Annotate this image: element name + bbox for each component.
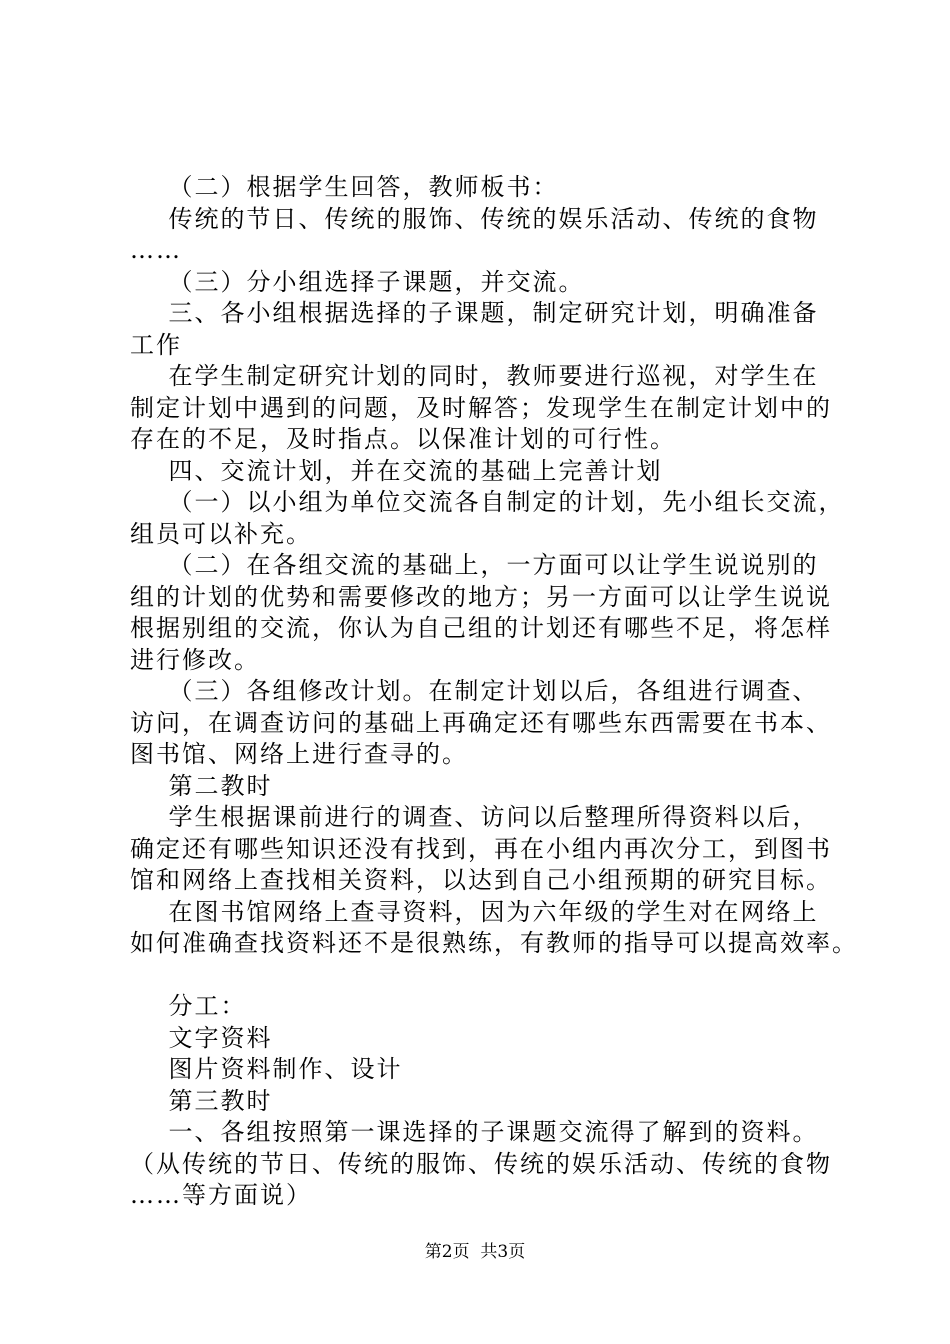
text-line: 图片资料制作、设计 [130, 1055, 403, 1083]
text-line: （二）根据学生回答，教师板书： [130, 173, 559, 201]
page-number-footer: 第2页 共3页 [424, 1242, 526, 1262]
text-line: 一、各组按照第一课选择的子课题交流得了解到的资料。 [130, 1118, 819, 1146]
text-line: 组员可以补充。 [130, 519, 312, 548]
text-line: 三、各小组根据选择的子课题，制定研究计划，明确准备 [130, 299, 819, 327]
text-line: 组的计划的优势和需要修改的地方；另一方面可以让学生说说 [130, 582, 832, 611]
text-line: 存在的不足，及时指点。以保准计划的可行性。 [130, 425, 676, 453]
text-line: 文字资料 [130, 1023, 273, 1052]
text-line: （一）以小组为单位交流各自制定的计划，先小组长交流， [130, 488, 845, 516]
text-line: 确定还有哪些知识还没有找到，再在小组内再次分工，到图书 [130, 834, 832, 863]
text-line: 制定计划中遇到的问题，及时解答；发现学生在制定计划中的 [130, 393, 832, 422]
blank-line [130, 960, 835, 992]
text-line: 在图书馆网络上查寻资料，因为六年级的学生对在网络上 [130, 897, 819, 926]
text-line: 如何准确查找资料还不是很熟练，有教师的指导可以提高效率。 [130, 929, 858, 957]
text-line: 根据别组的交流，你认为自己组的计划还有哪些不足，将怎样 [130, 614, 832, 642]
text-line: 传统的节日、传统的服饰、传统的娱乐活动、传统的食物 [130, 204, 819, 233]
text-line: 工作 [130, 330, 182, 359]
text-line: 学生根据课前进行的调查、访问以后整理所得资料以后， [130, 803, 819, 831]
text-line: ……等方面说） [130, 1181, 312, 1209]
text-line: …… [130, 236, 182, 264]
text-line: 在学生制定研究计划的同时，教师要进行巡视，对学生在 [130, 362, 819, 390]
text-line: 馆和网络上查找相关资料，以达到自己小组预期的研究目标。 [130, 866, 832, 894]
text-line: 四、交流计划，并在交流的基础上完善计划 [130, 456, 663, 485]
text-line: （从传统的节日、传统的服饰、传统的娱乐活动、传统的食物 [130, 1149, 832, 1178]
text-line: 图书馆、网络上进行查寻的。 [130, 740, 468, 768]
text-line: 访问，在调查访问的基础上再确定还有哪些东西需要在书本、 [130, 708, 832, 737]
text-line: 分工： [130, 992, 247, 1020]
text-line: （三）各组修改计划。在制定计划以后，各组进行调查、 [130, 677, 819, 705]
text-line: 第三教时 [130, 1086, 273, 1115]
text-line: （二）在各组交流的基础上，一方面可以让学生说说别的 [130, 551, 819, 579]
text-line: 第二教时 [130, 771, 273, 800]
document-body [130, 172, 858, 1212]
text-line: （三）分小组选择子课题，并交流。 [130, 267, 585, 296]
text-line: 进行修改。 [130, 645, 260, 674]
